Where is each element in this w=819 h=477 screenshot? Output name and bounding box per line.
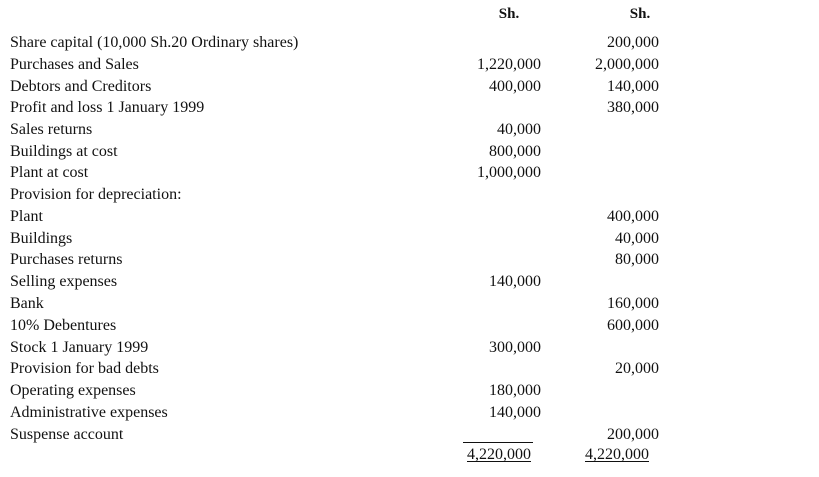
- account-label: Buildings at cost: [10, 143, 118, 160]
- debit-amount: 1,220,000: [477, 56, 541, 73]
- ledger-row: [10, 380, 670, 402]
- account-label: Administrative expenses: [10, 404, 168, 421]
- debit-amount: 180,000: [489, 382, 541, 399]
- account-label: Operating expenses: [10, 382, 136, 399]
- account-label: Buildings: [10, 230, 73, 247]
- ledger-row: [10, 97, 670, 119]
- ledger-row: [10, 337, 670, 359]
- credit-amount: 80,000: [615, 251, 659, 268]
- credit-amount: 140,000: [607, 78, 659, 95]
- ledger-row: [10, 206, 670, 228]
- debit-total: 4,220,000: [467, 446, 531, 463]
- credit-amount: 20,000: [615, 360, 659, 377]
- ledger-row: [10, 424, 670, 446]
- account-label: Provision for depreciation:: [10, 186, 182, 203]
- account-label: Debtors and Creditors: [10, 78, 152, 95]
- account-label: Stock 1 January 1999: [10, 339, 149, 356]
- credit-amount: 600,000: [607, 317, 659, 334]
- debit-amount: 140,000: [489, 404, 541, 421]
- debit-amount: 140,000: [489, 273, 541, 290]
- credit-column-header: Sh.: [629, 6, 651, 22]
- ledger-row: [10, 184, 670, 206]
- ledger-row: [10, 119, 670, 141]
- ledger-row: [10, 54, 670, 76]
- account-label: Share capital (10,000 Sh.20 Ordinary shares): [10, 34, 299, 51]
- debit-amount: 40,000: [497, 121, 541, 138]
- debit-amount: 1,000,000: [477, 164, 541, 181]
- ledger-row: [10, 358, 670, 380]
- ledger-row: [10, 228, 670, 250]
- debit-amount: 300,000: [489, 339, 541, 356]
- account-label: Suspense account: [10, 426, 124, 443]
- credit-total: 4,220,000: [585, 446, 649, 463]
- ledger-row: [10, 32, 670, 54]
- credit-amount: 40,000: [615, 230, 659, 247]
- debit-total-rule: [463, 442, 533, 443]
- ledger-row: [10, 141, 670, 163]
- account-label: Plant: [10, 208, 43, 225]
- ledger-row: [10, 76, 670, 98]
- credit-amount: 200,000: [607, 426, 659, 443]
- account-label: Plant at cost: [10, 164, 89, 181]
- credit-amount: 2,000,000: [595, 56, 659, 73]
- credit-amount: 380,000: [607, 99, 659, 116]
- debit-amount: 800,000: [489, 143, 541, 160]
- ledger-row: [10, 402, 670, 424]
- credit-amount: 400,000: [607, 208, 659, 225]
- ledger-row: [10, 162, 670, 184]
- account-label: Purchases returns: [10, 251, 123, 268]
- account-label: Provision for bad debts: [10, 360, 159, 377]
- ledger-row: [10, 249, 670, 271]
- account-label: Profit and loss 1 January 1999: [10, 99, 205, 116]
- account-label: Selling expenses: [10, 273, 118, 290]
- account-label: Bank: [10, 295, 44, 312]
- debit-amount: 400,000: [489, 78, 541, 95]
- account-label: 10% Debentures: [10, 317, 117, 334]
- ledger-row: [10, 271, 670, 293]
- account-label: Sales returns: [10, 121, 93, 138]
- credit-amount: 160,000: [607, 295, 659, 312]
- credit-amount: 200,000: [607, 34, 659, 51]
- debit-column-header: Sh.: [498, 6, 520, 22]
- ledger-row: [10, 315, 670, 337]
- ledger-row: [10, 293, 670, 315]
- account-label: Purchases and Sales: [10, 56, 139, 73]
